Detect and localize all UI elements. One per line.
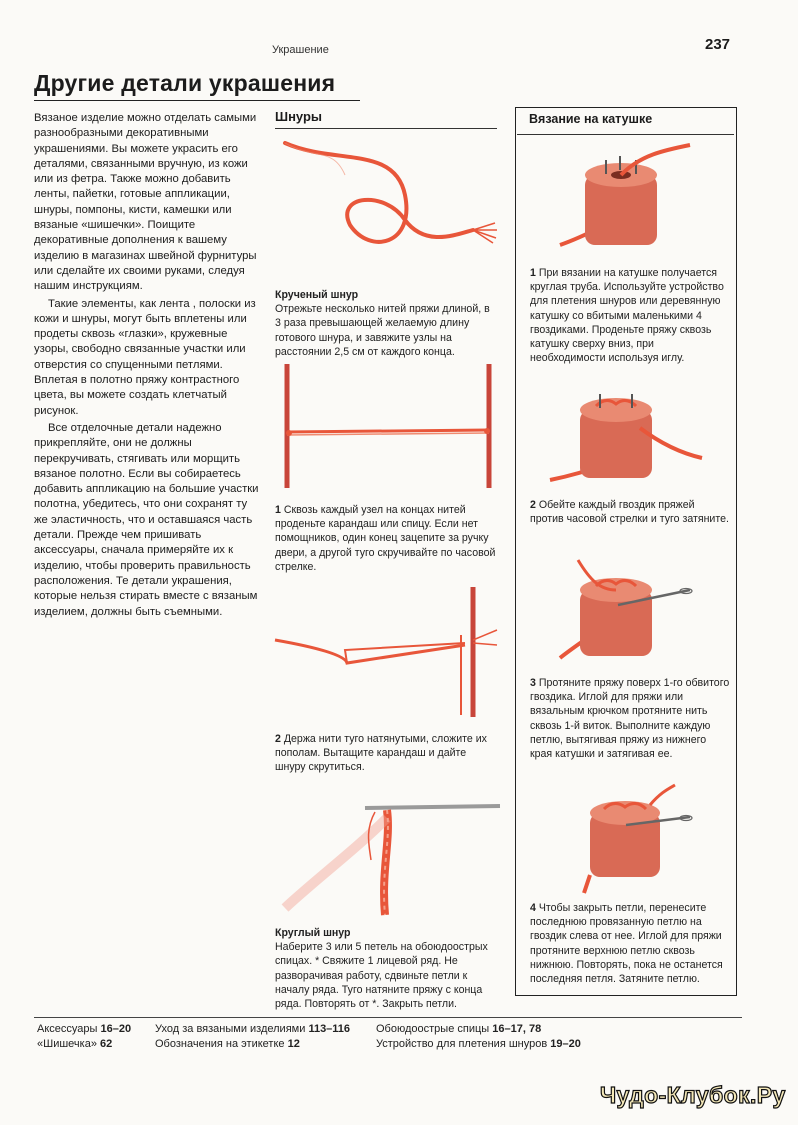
xref-pages: 19–20 [550, 1038, 581, 1050]
title-divider [34, 100, 360, 101]
xref-label: Уход за вязаными изделиями [155, 1023, 306, 1035]
xref-accessories[interactable] [37, 1023, 131, 1035]
page-number: 237 [705, 36, 731, 53]
xref-label: «Шишечка» [37, 1038, 97, 1050]
spool-step3-text: Протяните пряжу поверх 1-го обвитого гвоздика. Иглой для пряжи или вязальным крючком протяните нить сквозь 1-й виток. Выполните каждую петлю, вытягивая пряжу из нижнего края катушки и затягивая ее. [530, 677, 730, 761]
xref-label: Аксессуары [37, 1023, 98, 1035]
xref-label: Обоюдоострые спицы [376, 1023, 490, 1035]
spool-heading: Вязание на катушке [529, 112, 653, 126]
round-cord-text: Наберите 3 или 5 петель на обоюдоострых спицах. * Свяжите 1 лицевой ряд. Не разворачивая работу, сдвиньте петли к началу ряда. Туго натяните пряжу с конца ряда. Повторять от *. Закрыть петли. [275, 941, 488, 1011]
cord-step1-number: 1 [275, 504, 281, 516]
watermark: Чудо-Клубок.Ру [600, 1082, 786, 1108]
spool-step2-caption [530, 498, 730, 526]
xref-care[interactable] [155, 1023, 350, 1035]
cord-step1-caption [275, 503, 497, 574]
spool-step1-caption [530, 266, 730, 365]
xref-pages: 62 [100, 1038, 113, 1050]
spool-step2-text: Обейте каждый гвоздик пряжей против часовой стрелки и туго затяните. [530, 499, 729, 526]
cord-step2-illustration [275, 585, 500, 720]
intro-paragraph: Вязаное изделие можно отделать самыми разнообразными декоративными украшениями. Вы можете украсить его деталями, связанными вручную, из кожи или из фетра. Также можно добавить ленты, пайетки, готовые аппликации, шнуры, помпоны, кисти, камешки или вязаные «шишечки». Поищите декоративные дополнения к вашему изделию в магазинах швейной фурнитуры или сделайте их своими руками, следуя нашим инструкциям. [34, 112, 257, 293]
round-cord-caption [275, 926, 497, 1011]
xref-pages: 16–17, 78 [492, 1023, 542, 1035]
spool-step4-text: Чтобы закрыть петли, перенесите последнюю провязанную петлю на гвоздик слева от нее. Иглой для пряжи протяните верхнюю петлю сквозь нижнюю. Повторять, пока не останется последняя петля. Затяните петлю. [530, 902, 723, 986]
page-title: Другие детали украшения [34, 70, 336, 96]
spool-step3-caption [530, 676, 730, 761]
spool-step4-caption [530, 901, 730, 986]
cord-step2-caption [275, 732, 497, 775]
spool-step3-illustration [540, 560, 720, 665]
intro-paragraph: Все отделочные детали надежно прикрепляйте, они не должны перекручивать, стягивать или морщить вязаное полотно. Если вы собираетесь добавить аппликацию на большие участки полотна, убедитесь, что они сохранят ту же эластичность, что и оставшаяся часть детали. Прежде чем пришивать аксессуары, сначала примеряйте их к изделию, чтобы проверить правильность расположения. Те детали украшения, которые нельзя стирать вместе с вязаным изделием, должны быть съемными. [34, 421, 259, 618]
cords-heading: Шнуры [275, 109, 323, 124]
xref-labels[interactable] [155, 1038, 300, 1050]
spool-step4-number: 4 [530, 902, 536, 914]
running-head: Украшение [272, 44, 329, 56]
twisted-cord-caption [275, 288, 497, 359]
twisted-cord-text: Отрежьте несколько нитей пряжи длиной, в 3 раза превышающей желаемую длину готового шнура, и завяжите узлы на расстоянии 2,5 см от каждого конца. [275, 303, 490, 358]
cord-step2-number: 2 [275, 733, 281, 745]
xref-pages: 12 [287, 1038, 300, 1050]
round-cord-illustration [275, 790, 500, 925]
xref-pages: 16–20 [100, 1023, 132, 1035]
spool-step1-text: При вязании на катушке получается круглая труба. Используйте устройство для плетения шнуров или деревянную катушку со вбитыми маленькими 4 гвоздиками. Проденьте пряжу сквозь катушку сверху вниз, при необходимости используя иглу. [530, 267, 724, 365]
intro-text [34, 111, 260, 622]
cords-heading-rule [275, 128, 497, 129]
round-cord-title: Круглый шнур [275, 927, 351, 939]
spool-heading-rule [517, 134, 734, 135]
spool-step1-number: 1 [530, 267, 536, 279]
twisted-cord-title: Крученый шнур [275, 289, 359, 301]
twisted-cord-illustration [275, 135, 500, 275]
xref-label: Обозначения на этикетке [155, 1038, 285, 1050]
cord-step1-text: Сквозь каждый узел на концах нитей проденьте карандаш или спицу. Если нет помощников, один конец зацепите за ручку двери, а другой туго скручивайте по часовой стрелке. [275, 504, 496, 573]
xref-cord-maker[interactable] [376, 1038, 581, 1050]
spool-step3-number: 3 [530, 677, 536, 689]
xref-pages: 113–116 [308, 1023, 351, 1035]
spool-step2-number: 2 [530, 499, 536, 511]
xref-label: Устройство для плетения шнуров [376, 1038, 548, 1050]
spool-step2-illustration [540, 388, 720, 488]
xref-bobble[interactable] [37, 1038, 112, 1050]
intro-paragraph: Такие элементы, как лента , полоски из кожи и шнуры, могут быть вплетены или продеты сквозь «глазки», кружевные узоры, свободно связанные участки или отверстия со спущенными петлями. Вплетая в полотно пряжу контрастного цвета, вы можете создать клетчатый рисунок. [34, 297, 256, 417]
footer-divider [34, 1017, 742, 1018]
cord-step2-text: Держа нити туго натянутыми, сложите их пополам. Вытащите карандаш и дайте шнуру скрутиться. [275, 733, 487, 774]
spool-step1-illustration [540, 150, 720, 255]
spool-step4-illustration [540, 785, 720, 893]
xref-dpn[interactable] [376, 1023, 541, 1035]
cord-step1-illustration [275, 362, 500, 490]
